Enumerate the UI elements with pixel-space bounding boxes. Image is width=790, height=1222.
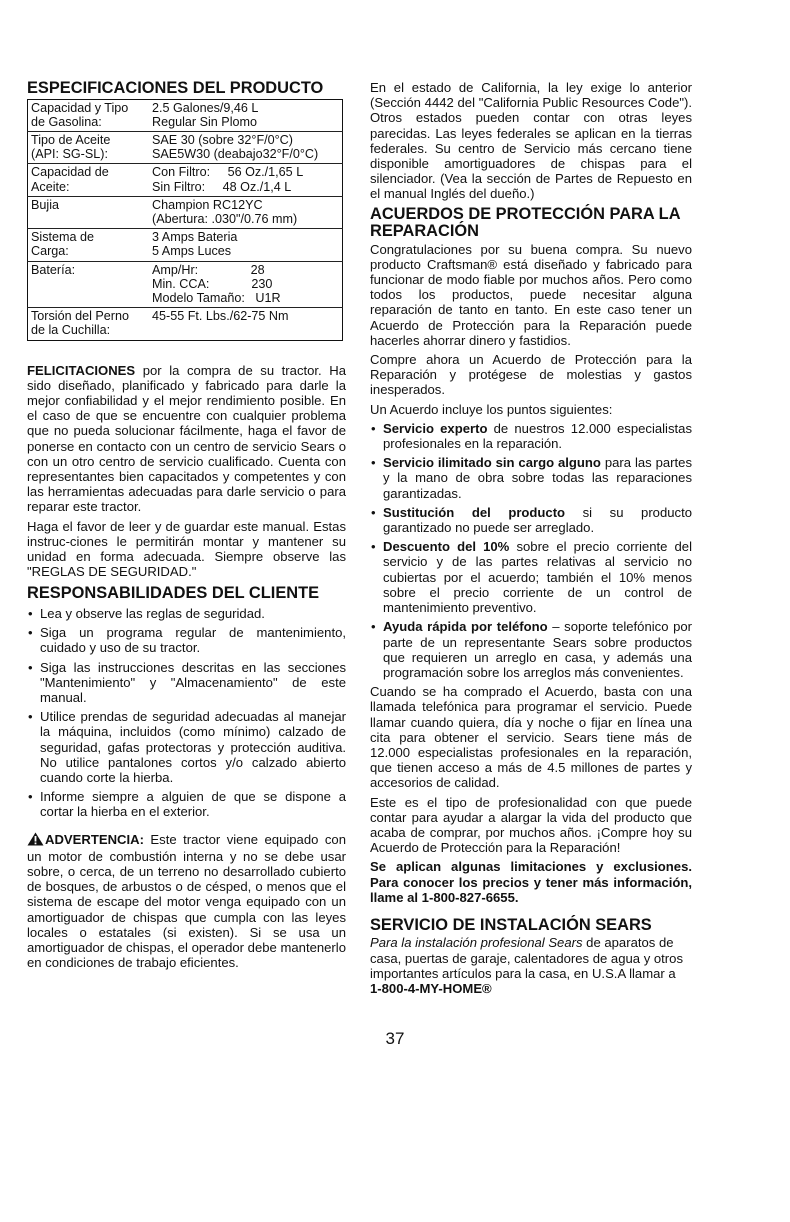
spec-value: Champion RC12YC (Abertura: .030"/0.76 mm) [149, 196, 343, 228]
resp-item: • Lea y observe las reglas de seguridad. [27, 606, 346, 621]
left-column [27, 80, 346, 974]
benefit-lead: Servicio experto [383, 420, 488, 436]
incluye-paragraph: Un Acuerdo incluye los puntos siguientes: [370, 401, 613, 417]
spec-table [27, 99, 343, 341]
instalacion-italic: Para la instalación profesional Sears [370, 935, 583, 951]
spec-row [28, 131, 343, 163]
resp-item: • Siga las instrucciones descritas en las secciones "Mantenimiento" y "Almacenamiento" de este manual. [27, 660, 346, 706]
acuerdos-title: ACUERDOS DE PROTECCIÓN PARA LA REPARACIÓN [370, 204, 680, 241]
resp-list [27, 606, 346, 820]
spec-value: SAE 30 (sobre 32°F/0°C) SAE5W30 (deabajo32°F/0°C) [149, 131, 343, 163]
felicitaciones-lead: FELICITACIONES [27, 362, 136, 378]
page-number: 37 [385, 1029, 405, 1048]
limitaciones-paragraph: Se aplican algunas limitaciones y exclusiones. Para conocer los precios y tener más información, llame al 1-800-827-6655. [370, 859, 692, 905]
spec-row [28, 196, 343, 228]
instalacion-text: de aparatos de casa, puertas de garaje, calentadores de agua y otros importantes artículos para la casa, en U.S.A llamar a [370, 935, 683, 981]
spec-label: Torsión del Perno de la Cuchilla: [28, 308, 150, 340]
california-paragraph: En el estado de California, la ley exige lo anterior (Sección 4442 del "California Public Resources Code"). Otros estados pueden contar con otras leyes parecidas. Las leyes federales se aplican en la tierras federales. Su centro de Servicio más cercano tiene disponible amortiguadores de chispas para el silenciador. (Vea la sección de Partes de Repuesto en el manual Inglés del dueño.) [370, 80, 692, 202]
spec-label: Batería: [28, 261, 150, 308]
benefit-item [370, 619, 692, 680]
manual-paragraph: Haga el favor de leer y de guardar este manual. Estas instruc-ciones le permitirán montar y mantener su unidad en forma adecuada. Siempre observe las "REGLAS DE SEGURIDAD." [27, 518, 346, 580]
benefits-list [370, 421, 692, 680]
benefit-text: – soporte telefónico por parte de un representante Sears sobre productos que requieren un arreglo en casa, y además una programación sobre los arreglos más convenientes. [383, 619, 693, 680]
benefit-text: para las partes y la mano de obra sobre todas las reparaciones garantizadas. [383, 455, 692, 501]
warning-text: Este tractor viene equipado con un motor de combustión interna y no se debe usar sobre, o cerca, de un terreno no desarrollado cubierto de bosques, de arbustos o de césped, o menos que el sistema de escape del motor venga equipado con un amortiguador de chispas que cumpla con las leyes locales o estatales (si existen). Si se usa un amortiguador de chispas, el operador debe mantenerlo en condiciones de trabajo eficientes. [27, 831, 346, 971]
phone-number: 1-800-4-MY-HOME® [370, 981, 492, 997]
tipo-paragraph: Este es el tipo de profesionalidad con que puede contar para ayudar a alargar la vida del producto que acaba de comprar, por muchos años. ¡Compre hoy su Acuerdo de Protección para la Reparación! [370, 794, 692, 856]
spec-label: Tipo de Aceite (API: SG-SL): [28, 131, 150, 163]
benefit-text: sobre el precio corriente del servicio y de las partes relativas al servicio no cubiertas por el acuerdo; también el 10% menos sobre el precio corriente de un control de mantenimiento preventivo. [383, 539, 692, 616]
compre-paragraph: Compre ahora un Acuerdo de Protección para la Reparación y protégese de molestias y gastos inesperados. [370, 352, 692, 398]
benefit-lead: Descuento del 10% [383, 539, 510, 555]
spec-value: 3 Amps Bateria 5 Amps Luces [149, 229, 343, 261]
warning-triangle-icon [27, 832, 44, 849]
felicitaciones-paragraph [27, 363, 346, 515]
spec-label: Capacidad y Tipo de Gasolina: [31, 100, 129, 129]
benefit-item [370, 505, 692, 535]
spec-value: Amp/Hr: 28 Min. CCA: 230 Modelo Tamaño: U1R [149, 261, 343, 308]
benefit-item [370, 539, 692, 615]
spec-value: 45-55 Ft. Lbs./62-75 Nm [149, 308, 343, 340]
resp-item: • Siga un programa regular de mantenimiento, cuidado y uso de su tractor. [27, 625, 346, 655]
spec-row [28, 99, 343, 131]
spec-value: Con Filtro: 56 Oz./1,65 L Sin Filtro: 48 Oz./1,4 L [149, 164, 343, 196]
benefit-lead: Sustitución del producto [383, 504, 566, 520]
warning-lead: ADVERTENCIA: [45, 831, 144, 847]
comprado-paragraph: Cuando se ha comprado el Acuerdo, basta con una llamada telefónica para programar el servicio. Puede llamar cuando quiera, día y noche o fijar en línea una cita para obtener el servicio. Sears tiene más de 12.000 especialistas profesionales en la reparación, que tienen acceso a más de 4.5 millones de partes y accesorios de calidad. [370, 684, 692, 791]
spec-value: 2.5 Galones/9,46 L Regular Sin Plomo [152, 100, 259, 129]
benefit-text: si su producto garantizado no puede ser arreglado. [383, 504, 692, 536]
resp-item: • Utilice prendas de seguridad adecuadas al manejar la máquina, incluidos (como mínimo) calzado de seguridad, gafas protectoras y protección auditiva. No utilice pantalones cortos y/o calzado abierto cuando corte la hierba. [27, 709, 346, 785]
right-column [370, 80, 692, 996]
instalacion-title: SERVICIO DE INSTALACIÓN SEARS [370, 915, 652, 934]
spec-label: Sistema de Carga: [28, 229, 150, 261]
benefit-lead: Servicio ilimitado sin cargo alguno [383, 455, 601, 471]
spec-label: Capacidad de Aceite: [28, 164, 150, 196]
benefit-text: de nuestros 12.000 especialistas profesionales en la reparación. [383, 420, 692, 452]
benefit-item [370, 455, 692, 501]
spec-row [28, 164, 343, 196]
instalacion-paragraph [370, 935, 692, 981]
spec-label: Bujia [28, 196, 150, 228]
benefit-lead: Ayuda rápida por teléfono [383, 619, 548, 635]
benefit-item [370, 421, 692, 451]
spec-row [28, 229, 343, 261]
felicitaciones-text: por la compra de su tractor. Ha sido diseñado, planificado y fabricado para darle la mejor confiabilidad y el mejor rendimiento posible. En el caso de que se encuentre con cualquier problema que no pueda solucionar fácilmente, haga el favor de ponerse en contacto con un centro de servicio Sears o con un otro centro de servicio cualificado. Cuenta con representantes bien capacitados y competentes y con las herramientas adecuadas para darle servicio o para reparar este tractor. [27, 362, 346, 515]
resp-title: RESPONSABILIDADES DEL CLIENTE [27, 584, 320, 603]
spec-title: ESPECIFICACIONES DEL PRODUCTO [27, 79, 324, 97]
resp-item: • Informe siempre a alguien de que se dispone a cortar la hierba en el exterior. [27, 789, 346, 819]
warning-paragraph [27, 832, 346, 971]
acuerdos-paragraph: Congratulaciones por su buena compra. Su nuevo producto Craftsman® está diseñado y fabricado para funcionar de modo fiable por muchos años. Pero como todos los productos, puede necesitar alguna reparación de tanto en tanto. En este caso tener un Acuerdo de Protección para la Reparación puede hacerles ahorrar dinero y fastidios. [370, 241, 692, 348]
spec-row [28, 308, 343, 340]
spec-row [28, 261, 343, 308]
